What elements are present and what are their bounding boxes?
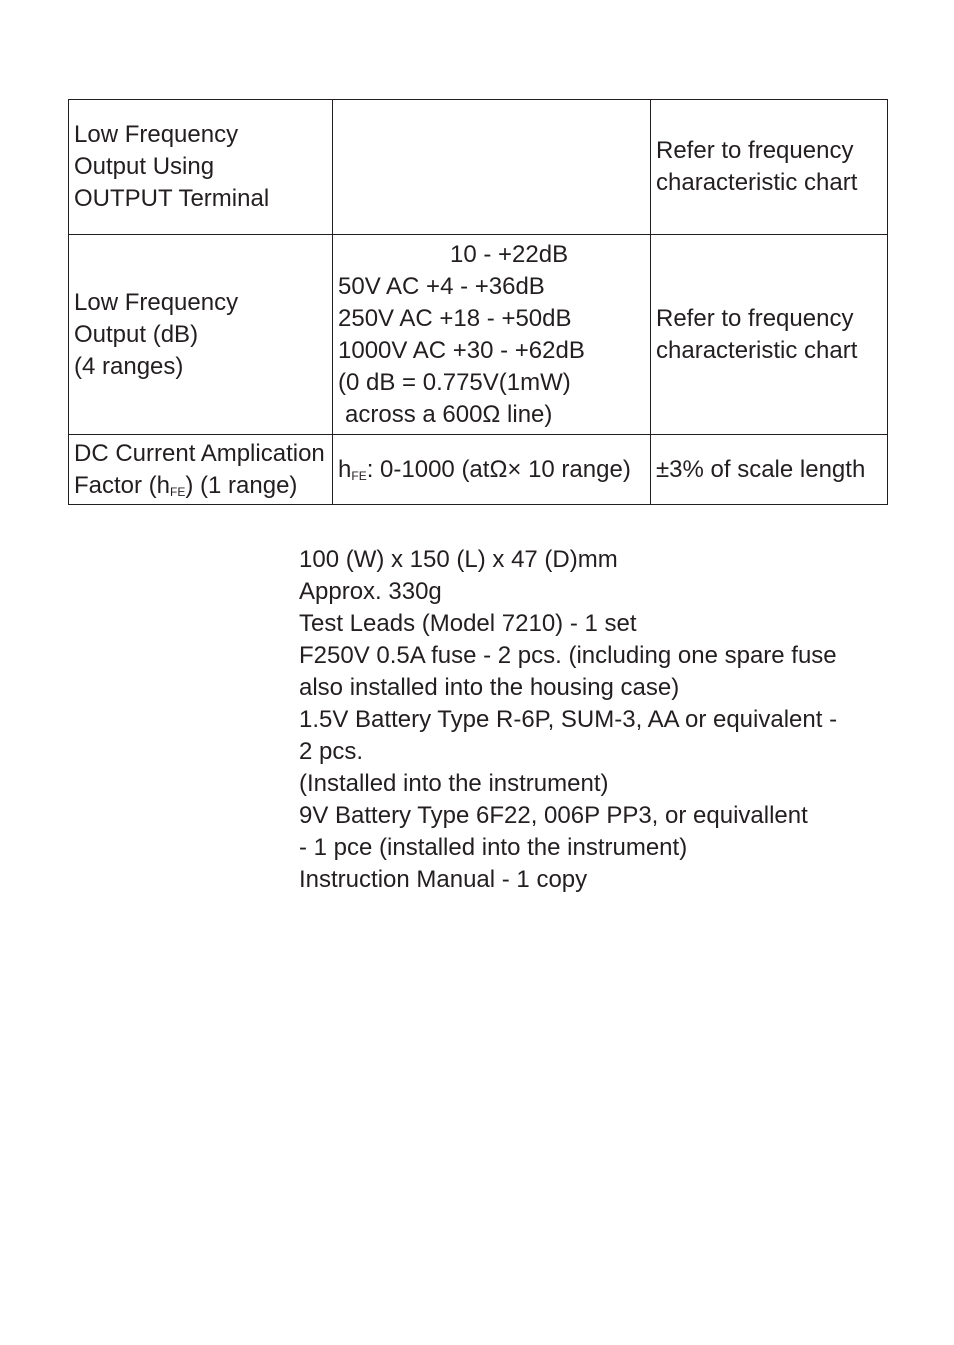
list-item: also installed into the housing case) <box>299 674 680 701</box>
item-text: OUTPUT Terminal <box>74 185 270 212</box>
list-item: Test Leads (Model 7210) - 1 set <box>299 610 637 637</box>
list-item: Approx. 330g <box>299 578 442 605</box>
range-cell <box>333 235 651 435</box>
range-text-suffix: : 0-1000 (atΩ× 10 range) <box>366 455 631 483</box>
range-text: 1000V AC +30 - +62dB <box>338 336 585 364</box>
item-text: Low Frequency <box>74 121 239 148</box>
accuracy-text: characteristic chart <box>656 336 858 364</box>
range-text: 50V AC +4 - +36dB <box>338 272 545 300</box>
list-item: 9V Battery Type 6F22, 006P PP3, or equivallent <box>299 802 808 829</box>
item-text: (4 ranges) <box>74 352 184 380</box>
range-text: 250V AC +18 - +50dB <box>338 304 572 332</box>
table-row <box>69 235 888 435</box>
hfe-subscript: FE <box>170 484 186 499</box>
item-text-suffix: ) (1 range) <box>185 471 298 499</box>
item-text: Output Using <box>74 153 215 180</box>
item-text-prefix: Factor (h <box>74 471 171 499</box>
list-item: 2 pcs. <box>299 738 364 765</box>
accuracy-cell <box>651 100 888 235</box>
accuracy-text: characteristic chart <box>656 169 858 196</box>
item-text: DC Current Amplication <box>74 439 325 467</box>
specifications-table <box>68 99 888 505</box>
item-text <box>74 470 327 502</box>
list-item: (Installed into the instrument) <box>299 770 609 797</box>
list-item: Instruction Manual - 1 copy <box>299 866 588 893</box>
accuracy-cell <box>651 435 888 505</box>
item-cell <box>69 235 333 435</box>
list-item: 100 (W) x 150 (L) x 47 (D)mm <box>299 546 618 573</box>
table-row <box>69 435 888 505</box>
accuracy-text: Refer to frequency <box>656 137 854 164</box>
range-cell <box>333 435 651 505</box>
list-item: 1.5V Battery Type R-6P, SUM-3, AA or equivalent - <box>299 706 838 733</box>
list-item: - 1 pce (installed into the instrument) <box>299 834 688 861</box>
range-cell <box>333 100 651 235</box>
item-text: Low Frequency <box>74 288 239 316</box>
accessories-list <box>299 544 889 896</box>
range-text: 10 - +22dB <box>450 240 569 268</box>
item-cell <box>69 100 333 235</box>
range-text-prefix: h <box>338 455 352 483</box>
range-text: (0 dB = 0.775V(1mW) <box>338 368 571 396</box>
hfe-subscript: FE <box>351 468 367 483</box>
accuracy-text: ±3% of scale length <box>656 455 866 483</box>
item-text: Output (dB) <box>74 320 199 348</box>
list-item: F250V 0.5A fuse - 2 pcs. (including one spare fuse <box>299 642 837 669</box>
range-text: across a 600Ω line) <box>345 400 553 428</box>
accuracy-text: Refer to frequency <box>656 304 854 332</box>
table-row <box>69 100 888 235</box>
item-cell <box>69 435 333 505</box>
accuracy-cell <box>651 235 888 435</box>
